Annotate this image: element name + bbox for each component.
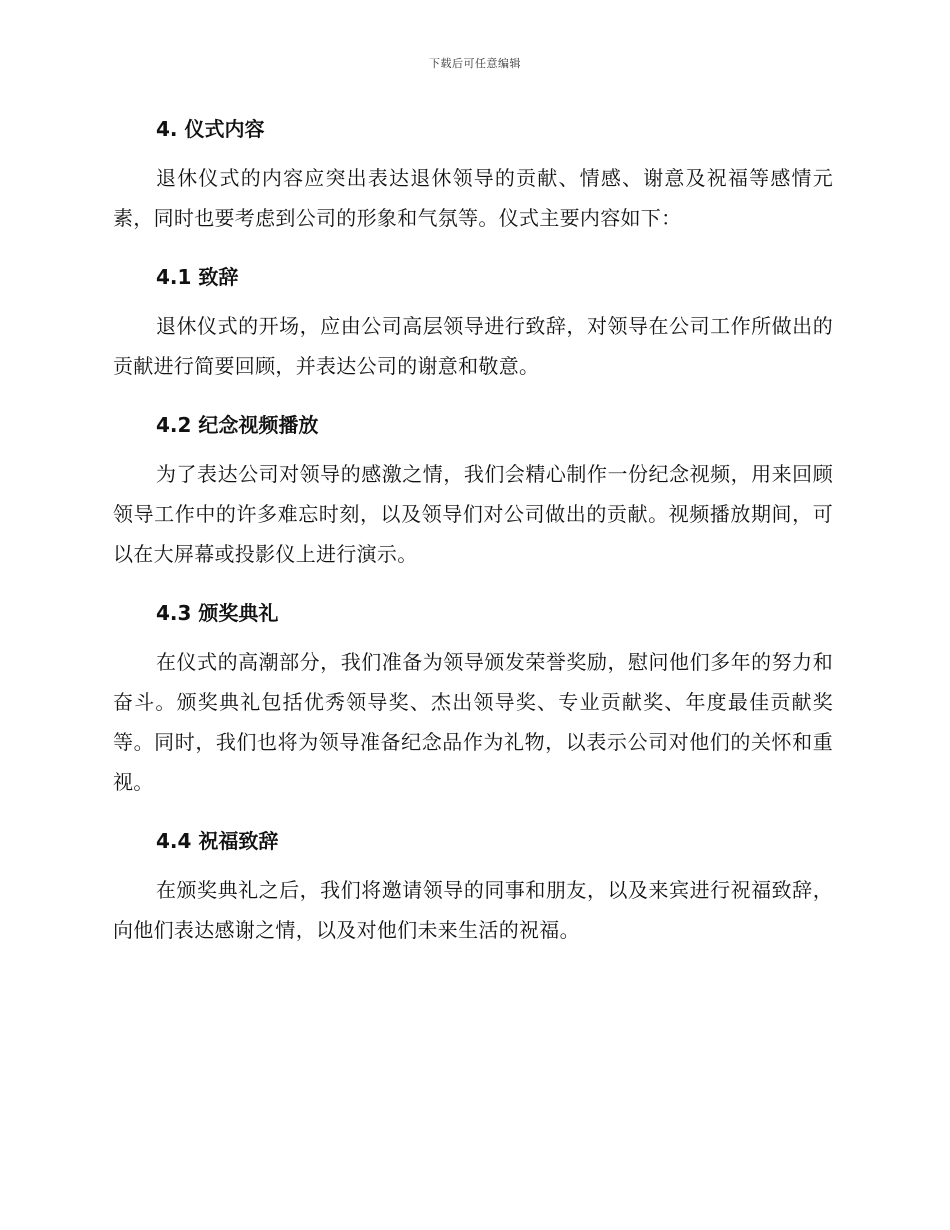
section-heading: 4.4 祝福致辞 bbox=[156, 829, 279, 853]
section-heading: 4.3 颁奖典礼 bbox=[156, 601, 279, 625]
section-paragraph: 退休仪式的内容应突出表达退休领导的贡献、情感、谢意及祝福等感情元素，同时也要考虑到公司的形象和气氛等。仪式主要内容如下： bbox=[113, 166, 833, 230]
section-4-3 bbox=[113, 596, 833, 824]
section-heading: 4.1 致辞 bbox=[156, 265, 239, 289]
section-paragraph: 在颁奖典礼之后，我们将邀请领导的同事和朋友，以及来宾进行祝福致辞，向他们表达感谢之情，以及对他们未来生活的祝福。 bbox=[113, 878, 833, 942]
section-4-2 bbox=[113, 408, 833, 596]
section-heading: 4.2 纪念视频播放 bbox=[156, 413, 319, 437]
section-4-4 bbox=[113, 824, 833, 950]
section-paragraph: 为了表达公司对领导的感激之情，我们会精心制作一份纪念视频，用来回顾领导工作中的许多难忘时刻，以及领导们对公司做出的贡献。视频播放期间，可以在大屏幕或投影仪上进行演示。 bbox=[113, 462, 833, 566]
section-heading: 4. 仪式内容 bbox=[156, 117, 265, 141]
section-4 bbox=[113, 112, 833, 260]
section-paragraph: 在仪式的高潮部分，我们准备为领导颁发荣誉奖励，慰问他们多年的努力和奋斗。颁奖典礼包括优秀领导奖、杰出领导奖、专业贡献奖、年度最佳贡献奖等。同时，我们也将为领导准备纪念品作为礼物，以表示公司对他们的关怀和重视。 bbox=[113, 650, 833, 794]
section-paragraph: 退休仪式的开场，应由公司高层领导进行致辞，对领导在公司工作所做出的贡献进行简要回顾，并表达公司的谢意和敬意。 bbox=[113, 314, 833, 378]
document-body bbox=[113, 112, 833, 950]
section-4-1 bbox=[113, 260, 833, 408]
header-note: 下载后可任意编辑 bbox=[429, 57, 521, 70]
